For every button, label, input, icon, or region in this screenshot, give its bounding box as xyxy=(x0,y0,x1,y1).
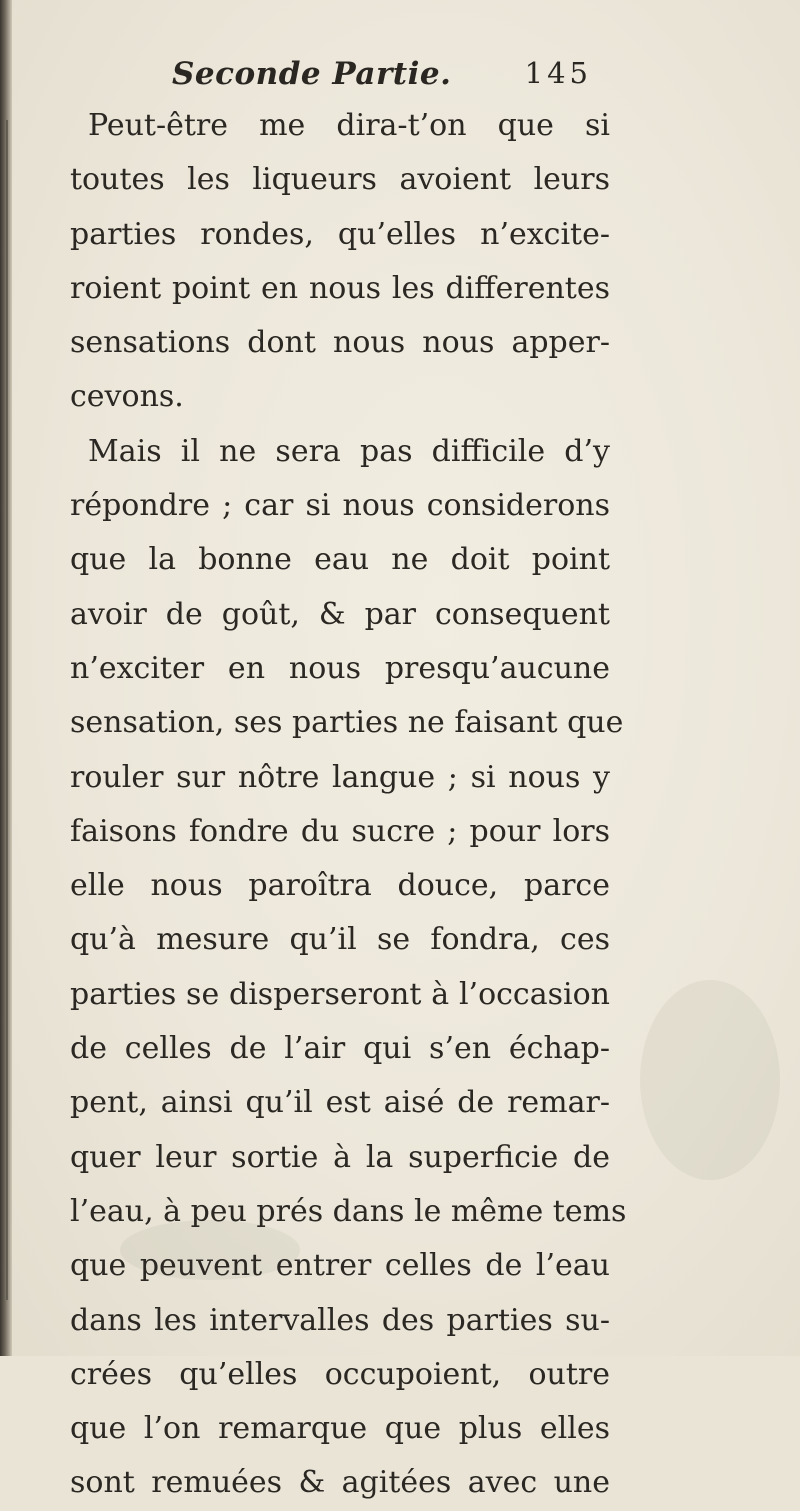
text-line: qu’à mesure qu’il se fondra, ces xyxy=(70,922,610,958)
page-header xyxy=(172,52,592,102)
page-number: 145 xyxy=(524,56,592,90)
text-line: dans les intervalles des parties su- xyxy=(70,1302,610,1338)
running-title: Seconde Partie. xyxy=(172,56,452,92)
text-line: faisons fondre du sucre ; pour lors xyxy=(70,813,610,849)
text-line: elle nous paroîtra douce, parce xyxy=(70,868,610,904)
text-line: sont remuées & agitées avec une xyxy=(70,1465,610,1501)
paper-stain xyxy=(640,980,780,1180)
body-text xyxy=(70,99,627,1511)
text-line: que la bonne eau ne doit point xyxy=(70,542,610,578)
text-line: roient point en nous les differentes xyxy=(70,270,610,306)
text-line: sensation, ses parties ne faisant que xyxy=(70,705,624,741)
text-line: pent, ainsi qu’il est aisé de remar- xyxy=(70,1085,610,1121)
text-line: avoir de goût, & par consequent xyxy=(70,596,610,632)
text-line: rouler sur nôtre langue ; si nous y xyxy=(70,759,610,795)
text-line: n’exciter en nous presqu’aucune xyxy=(70,650,610,686)
page-binding-line xyxy=(6,120,8,1300)
text-line: sensations dont nous nous apper- xyxy=(70,325,610,361)
text-line: cevons. xyxy=(70,379,184,415)
text-line: répondre ; car si nous considerons xyxy=(70,488,610,524)
text-line: que l’on remarque que plus elles xyxy=(70,1411,610,1447)
text-line: parties rondes, qu’elles n’excite- xyxy=(70,216,610,252)
text-line: que peuvent entrer celles de l’eau xyxy=(70,1248,610,1284)
text-line: Peut-être me dira-t’on que si xyxy=(88,108,610,143)
text-line: toutes les liqueurs avoient leurs xyxy=(70,162,610,198)
text-line: Mais il ne sera pas difficile d’y xyxy=(88,433,610,469)
text-line: parties se disperseront à l’occasion xyxy=(70,976,610,1012)
text-line: de celles de l’air qui s’en échap- xyxy=(70,1031,610,1067)
text-line: quer leur sortie à la superficie de xyxy=(70,1139,610,1175)
text-line: crées qu’elles occupoient, outre xyxy=(70,1356,610,1392)
text-line: l’eau, à peu prés dans le même tems xyxy=(70,1193,627,1229)
